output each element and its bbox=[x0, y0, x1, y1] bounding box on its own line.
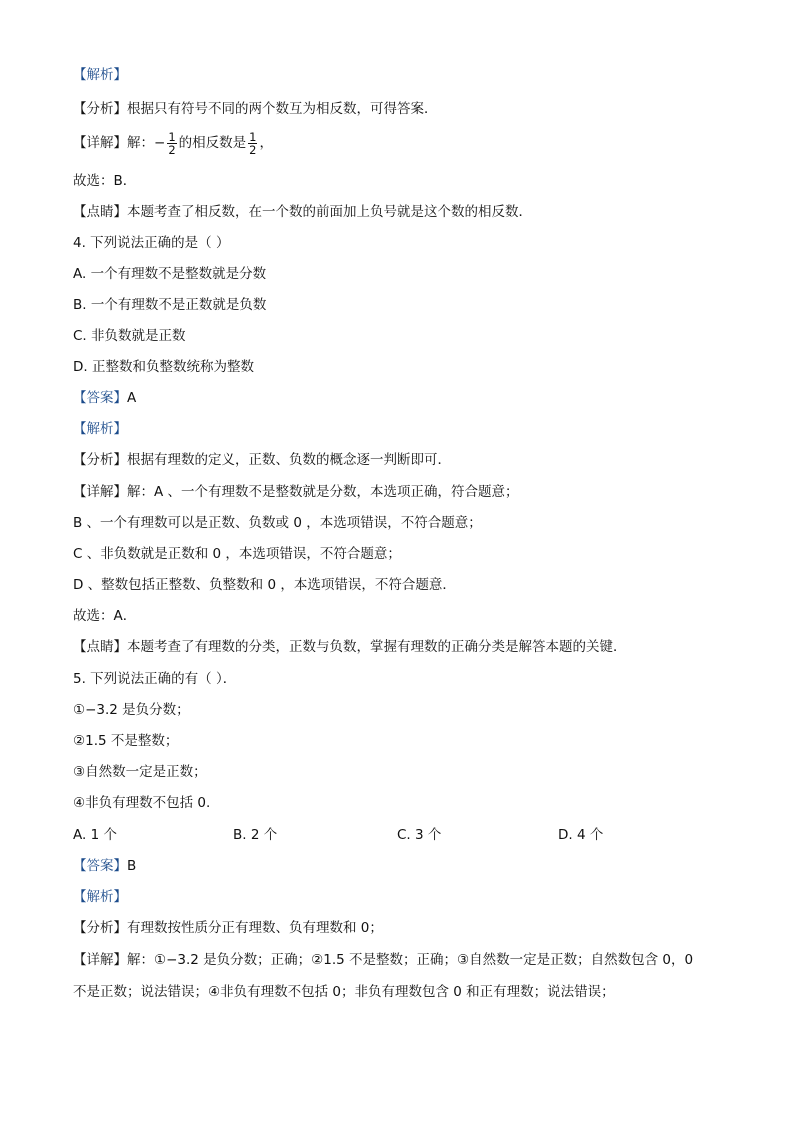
q5-detail-line-1 bbox=[73, 951, 693, 969]
q4-analysis-heading bbox=[73, 420, 127, 438]
q4-option-c: C. 非负数就是正数 bbox=[73, 328, 186, 344]
q3-analysis-line bbox=[73, 100, 438, 118]
q3-analysis-heading bbox=[73, 66, 127, 84]
comment-text: 本题考查了相反数，在一个数的前面加上负号就是这个数的相反数． bbox=[127, 204, 532, 220]
detail-pre: 解： bbox=[127, 135, 154, 151]
q3-comment-line bbox=[73, 203, 532, 221]
q4-detail-line-2: B 、一个有理数可以是正数、负数或 0 ，本选项错误，不符合题意； bbox=[73, 515, 482, 531]
q5-option-a: A. 1 个 bbox=[73, 827, 117, 843]
q5-option-c: C. 3 个 bbox=[397, 827, 442, 843]
fraction-numerator: 1 bbox=[168, 129, 176, 144]
fenxi-tag: 【分析】 bbox=[73, 920, 127, 936]
q4-detail-line-3: C 、非负数就是正数和 0 ，本选项错误，不符合题意； bbox=[73, 546, 401, 562]
analysis-tag: 【解析】 bbox=[73, 889, 127, 905]
detail-end: ， bbox=[259, 135, 273, 151]
minus-sign: − bbox=[154, 135, 166, 151]
detail-text: 解：A 、一个有理数不是整数就是分数，本选项正确，符合题意； bbox=[127, 484, 519, 500]
answer-tag: 【答案】 bbox=[73, 858, 127, 874]
q5-detail-line-2: 不是正数；说法错误；④非负有理数不包括 0；非负有理数包含 0 和正有理数；说法错误； bbox=[73, 984, 615, 1000]
fenxi-tag: 【分析】 bbox=[73, 101, 127, 117]
q3-choose-line: 故选：B． bbox=[73, 173, 137, 189]
fraction-numerator: 1 bbox=[249, 129, 257, 144]
q5-analysis-line bbox=[73, 919, 383, 937]
q4-choose-line: 故选：A． bbox=[73, 608, 137, 624]
analysis-tag: 【解析】 bbox=[73, 67, 127, 83]
q4-detail-line-4: D 、整数包括正整数、负整数和 0 ，本选项错误，不符合题意． bbox=[73, 577, 456, 593]
q4-option-d: D. 正整数和负整数统称为整数 bbox=[73, 359, 254, 375]
q5-analysis-heading bbox=[73, 888, 127, 906]
fraction-denominator: 2 bbox=[249, 142, 257, 157]
detail-text: 解：①−3.2 是负分数；正确；②1.5 不是整数；正确；③自然数一定是正数；自然数包含 0，0 bbox=[127, 952, 694, 968]
comment-text: 本题考查了有理数的分类，正数与负数，掌握有理数的正确分类是解答本题的关键． bbox=[127, 639, 627, 655]
q5-statement-3: ③自然数一定是正数； bbox=[73, 764, 207, 780]
answer-value: A bbox=[127, 390, 137, 406]
q4-analysis-line bbox=[73, 451, 451, 469]
answer-value: B bbox=[127, 858, 137, 874]
comment-tag: 【点睛】 bbox=[73, 639, 127, 655]
analysis-tag: 【解析】 bbox=[73, 421, 127, 437]
q5-answer-line bbox=[73, 857, 136, 875]
detail-tag: 【详解】 bbox=[73, 135, 127, 151]
fenxi-tag: 【分析】 bbox=[73, 452, 127, 468]
detail-tag: 【详解】 bbox=[73, 952, 127, 968]
fraction-one-half bbox=[167, 131, 176, 156]
detail-tag: 【详解】 bbox=[73, 484, 127, 500]
fraction-denominator: 2 bbox=[168, 142, 176, 157]
fenxi-text: 根据只有符号不同的两个数互为相反数，可得答案． bbox=[127, 101, 438, 117]
q4-comment-line bbox=[73, 638, 627, 656]
fraction-one-half-result bbox=[248, 131, 257, 156]
q5-statement-4: ④非负有理数不包括 0. bbox=[73, 795, 211, 811]
q5-stem: 5. 下列说法正确的有（ ）． bbox=[73, 671, 237, 687]
fenxi-text: 根据有理数的定义，正数、负数的概念逐一判断即可． bbox=[127, 452, 451, 468]
detail-mid: 的相反数是 bbox=[178, 135, 247, 151]
q5-option-d: D. 4 个 bbox=[558, 827, 604, 843]
q5-statement-2: ②1.5 不是整数； bbox=[73, 733, 179, 749]
q3-detail-line bbox=[73, 128, 273, 158]
answer-tag: 【答案】 bbox=[73, 390, 127, 406]
q4-detail-line-1 bbox=[73, 483, 519, 501]
q5-option-b: B. 2 个 bbox=[233, 827, 278, 843]
q4-stem: 4. 下列说法正确的是（ ） bbox=[73, 235, 230, 251]
q4-answer-line bbox=[73, 389, 136, 407]
q4-option-a: A. 一个有理数不是整数就是分数 bbox=[73, 266, 267, 282]
fenxi-text: 有理数按性质分正有理数、负有理数和 0； bbox=[127, 920, 383, 936]
q5-statement-1: ①−3.2 是负分数； bbox=[73, 702, 190, 718]
q4-option-b: B. 一个有理数不是正数就是负数 bbox=[73, 297, 267, 313]
comment-tag: 【点睛】 bbox=[73, 204, 127, 220]
